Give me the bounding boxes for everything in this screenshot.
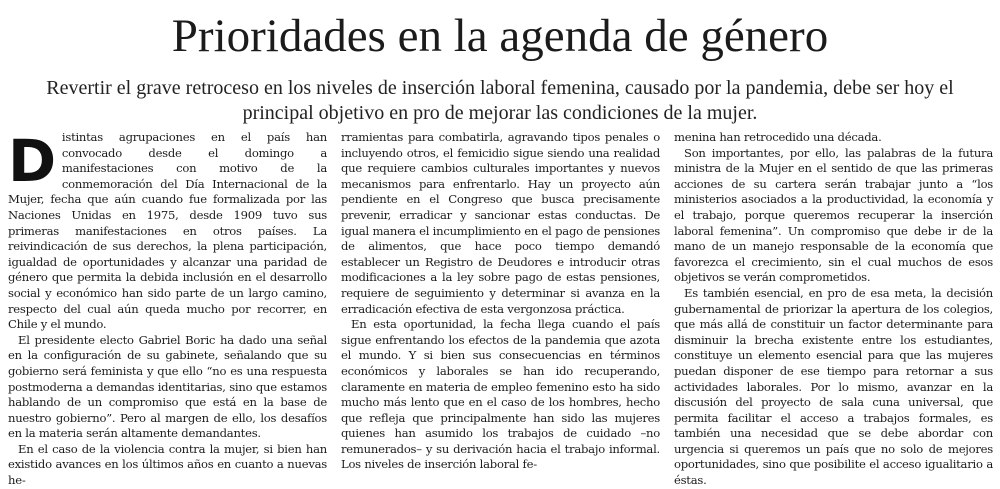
- paragraph: El presidente electo Gabriel Boric ha dado una señal en la configuración de su gabinete, señalando que su gobierno será feminista y que ello “no es una respuesta postmoderna a demandas identitarias, sino que estamos hablando de un compromiso que está en la base de nuestro gobierno”. Pero al margen de ello, los desafíos en la materia serán altamente demandantes.: [8, 332, 327, 441]
- headline: Prioridades en la agenda de género: [171, 10, 829, 62]
- paragraph: En el caso de la violencia contra la mujer, si bien han existido avances en los últimos años en cuanto a nuevas he-: [8, 441, 327, 488]
- paragraph: istintas agrupaciones en el país han convocado desde el domingo a manifestaciones con motivo de la conmemoración del Día Internacional de la Mujer, fecha que aún cuando fue formalizada por las Naciones Unidas en 1975, desde 1909 tuvo sus primeras manifestaciones en otros países. La reivindicación de sus derechos, la plena participación, igualdad de oportunidades y alcanzar una paridad de género que permita la debida inclusión en el desarrollo social y económico han sido parte de un largo camino, respecto del cual aún queda mucho por recorrer, en Chile y el mundo.: [8, 130, 327, 332]
- drop-cap: D: [8, 127, 56, 195]
- column-3: [674, 130, 993, 488]
- paragraph: Son importantes, por ello, las palabras de la futura ministra de la Mujer en el sentido de que las primeras acciones de su cartera serán trabajar junto a “los ministerios asociados a la productividad, la economía y el trabajo, porque queremos recuperar la inserción laboral femenina”. Un compromiso que debe ir de la mano de un manejo responsable de la economía que favorezca el crecimiento, sin el cual muchos de esos objetivos se verán comprometidos.: [674, 145, 993, 285]
- deck-subtitle: Revertir el grave retroceso en los niveles de inserción laboral femenina, causado por la pandemia, debe ser hoy el principal objetivo en pro de mejorar las condiciones de la mujer.: [46, 77, 954, 124]
- paragraph: rramientas para combatirla, agravando tipos penales o incluyendo otros, el femicidio sigue siendo una realidad que requiere cambios culturales importantes y nuevos mecanismos para enfrentarlo. Hay un proyecto aún pendiente en el Congreso que busca precisamente prevenir, erradicar y sancionar estas conductas. De igual manera el incumplimiento en el pago de pensiones de alimentos, que hace poco tiempo demandó establecer un Registro de Deudores e introducir otras modificaciones a la ley sobre pago de estas pensiones, requiere de seguimiento y determinar si avanza en la erradicación efectiva de esta vergonzosa práctica.: [341, 130, 660, 316]
- column-2: [341, 130, 660, 472]
- column-1: [8, 127, 327, 488]
- article-body: [8, 127, 993, 488]
- paragraph: menina han retrocedido una década.: [674, 130, 882, 144]
- paragraph: Es también esencial, en pro de esa meta, la decisión gubernamental de priorizar la apertura de los colegios, que más allá de constituir un factor determinante para disminuir la brecha existente entre los estudiantes, constituye un elemento esencial para que las mujeres puedan disponer de ese tiempo para retornar a sus actividades laborales. Por lo mismo, avanzar en la discusión del proyecto de sala cuna universal, que permita facilitar el acceso a trabajos formales, es también una necesidad que se debe abordar con urgencia si queremos un país que no solo de mejores oportunidades, sino que posibilite el acceso igualitario a éstas.: [674, 285, 993, 488]
- paragraph: En esta oportunidad, la fecha llega cuando el país sigue enfrentando los efectos de la pandemia que azota el mundo. Y si bien sus consecuencias en términos económicos y laborales se han ido recuperando, claramente en materia de empleo femenino esto ha sido mucho más lento que en el caso de los hombres, hecho que refleja que principalmente han sido las mujeres quienes han asumido los trabajos de cuidado –no remunerados– y su derivación hacia el trabajo informal. Los niveles de inserción laboral fe-: [341, 317, 660, 472]
